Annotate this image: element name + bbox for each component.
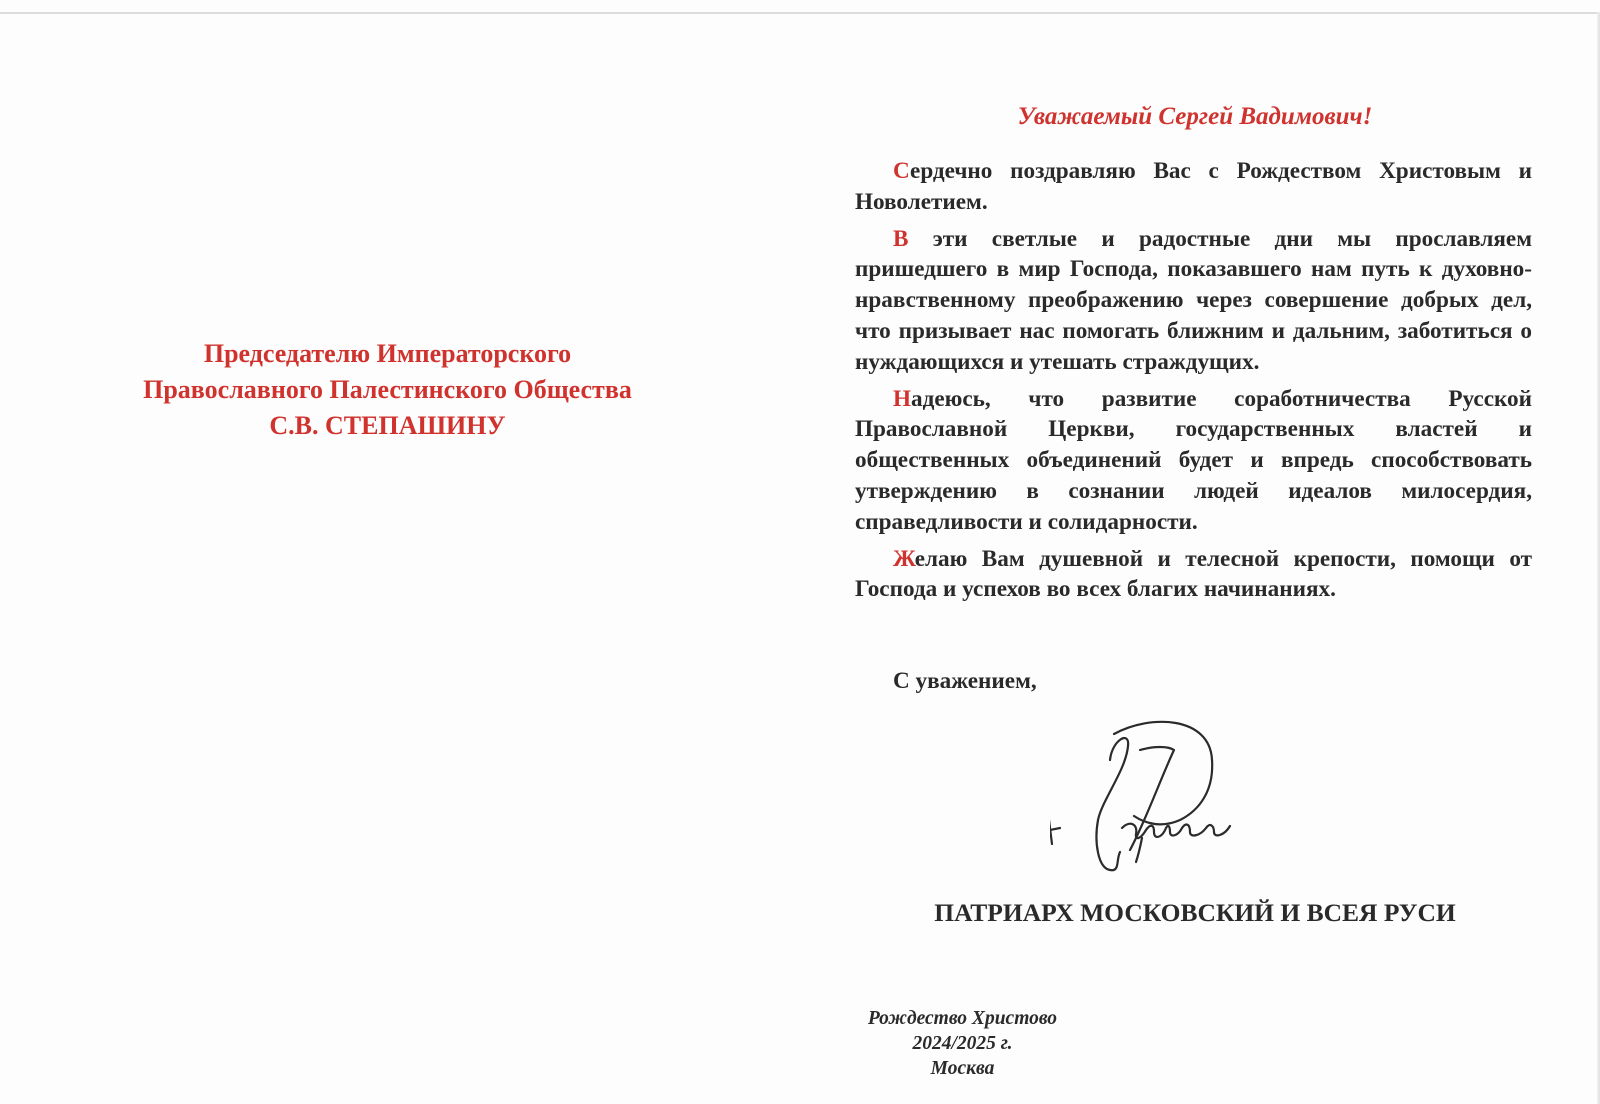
signer-title: ПАТРИАРХ МОСКОВСКИЙ И ВСЕЯ РУСИ bbox=[934, 898, 1456, 927]
handwritten-signature bbox=[1050, 720, 1270, 900]
paragraph-text: эти светлые и радостные дни мы прославляем пришедшего в мир Господа, показавшего нам путь к духовно-нравственному преображению через совершение добрых дел, что призывает нас помогать ближним и дальним, заботиться о нуждающихся и утешать страждущих. bbox=[855, 225, 1532, 375]
addressee-line: Православного Палестинского Общества bbox=[143, 375, 632, 404]
letter-greeting: Уважаемый Сергей Вадимович! bbox=[1017, 103, 1373, 130]
letter-closing: С уважением, bbox=[893, 668, 1037, 694]
paragraph-text: адеюсь, что развитие соработничества Русской Православной Церкви, государственных властей и общественных объединений будет и впредь способствовать утверждению в сознании людей идеалов милосердия, справедливости и солидарности. bbox=[855, 385, 1532, 535]
footer-years: 2024/2025 г. bbox=[912, 1033, 1013, 1054]
letter-paragraph bbox=[855, 544, 1532, 606]
letter-footer bbox=[830, 1006, 1095, 1081]
paragraph-text: ердечно поздравляю Вас с Рождеством Христовым и Новолетием. bbox=[855, 158, 1532, 215]
paragraph-initial: В bbox=[893, 225, 909, 252]
footer-occasion: Рождество Христово bbox=[867, 1008, 1058, 1029]
letter-paragraph bbox=[855, 224, 1532, 378]
letter-paragraph bbox=[855, 156, 1532, 218]
signature-cross-v bbox=[1050, 820, 1052, 844]
letter-paragraph bbox=[855, 384, 1532, 538]
letter-body bbox=[855, 156, 1532, 611]
paper-top-edge bbox=[0, 12, 1600, 14]
paragraph-initial: Ж bbox=[893, 545, 915, 572]
footer-city: Москва bbox=[930, 1058, 995, 1079]
addressee-name: С.В. СТЕПАШИНУ bbox=[269, 411, 506, 440]
paragraph-text: елаю Вам душевной и телесной крепости, помощи от Господа и успехов во всех благих начинаниях. bbox=[855, 545, 1532, 603]
addressee-block bbox=[60, 336, 715, 444]
addressee-line: Председателю Императорского bbox=[203, 339, 572, 368]
paragraph-initial: С bbox=[893, 158, 911, 184]
paragraph-initial: Н bbox=[893, 385, 912, 412]
